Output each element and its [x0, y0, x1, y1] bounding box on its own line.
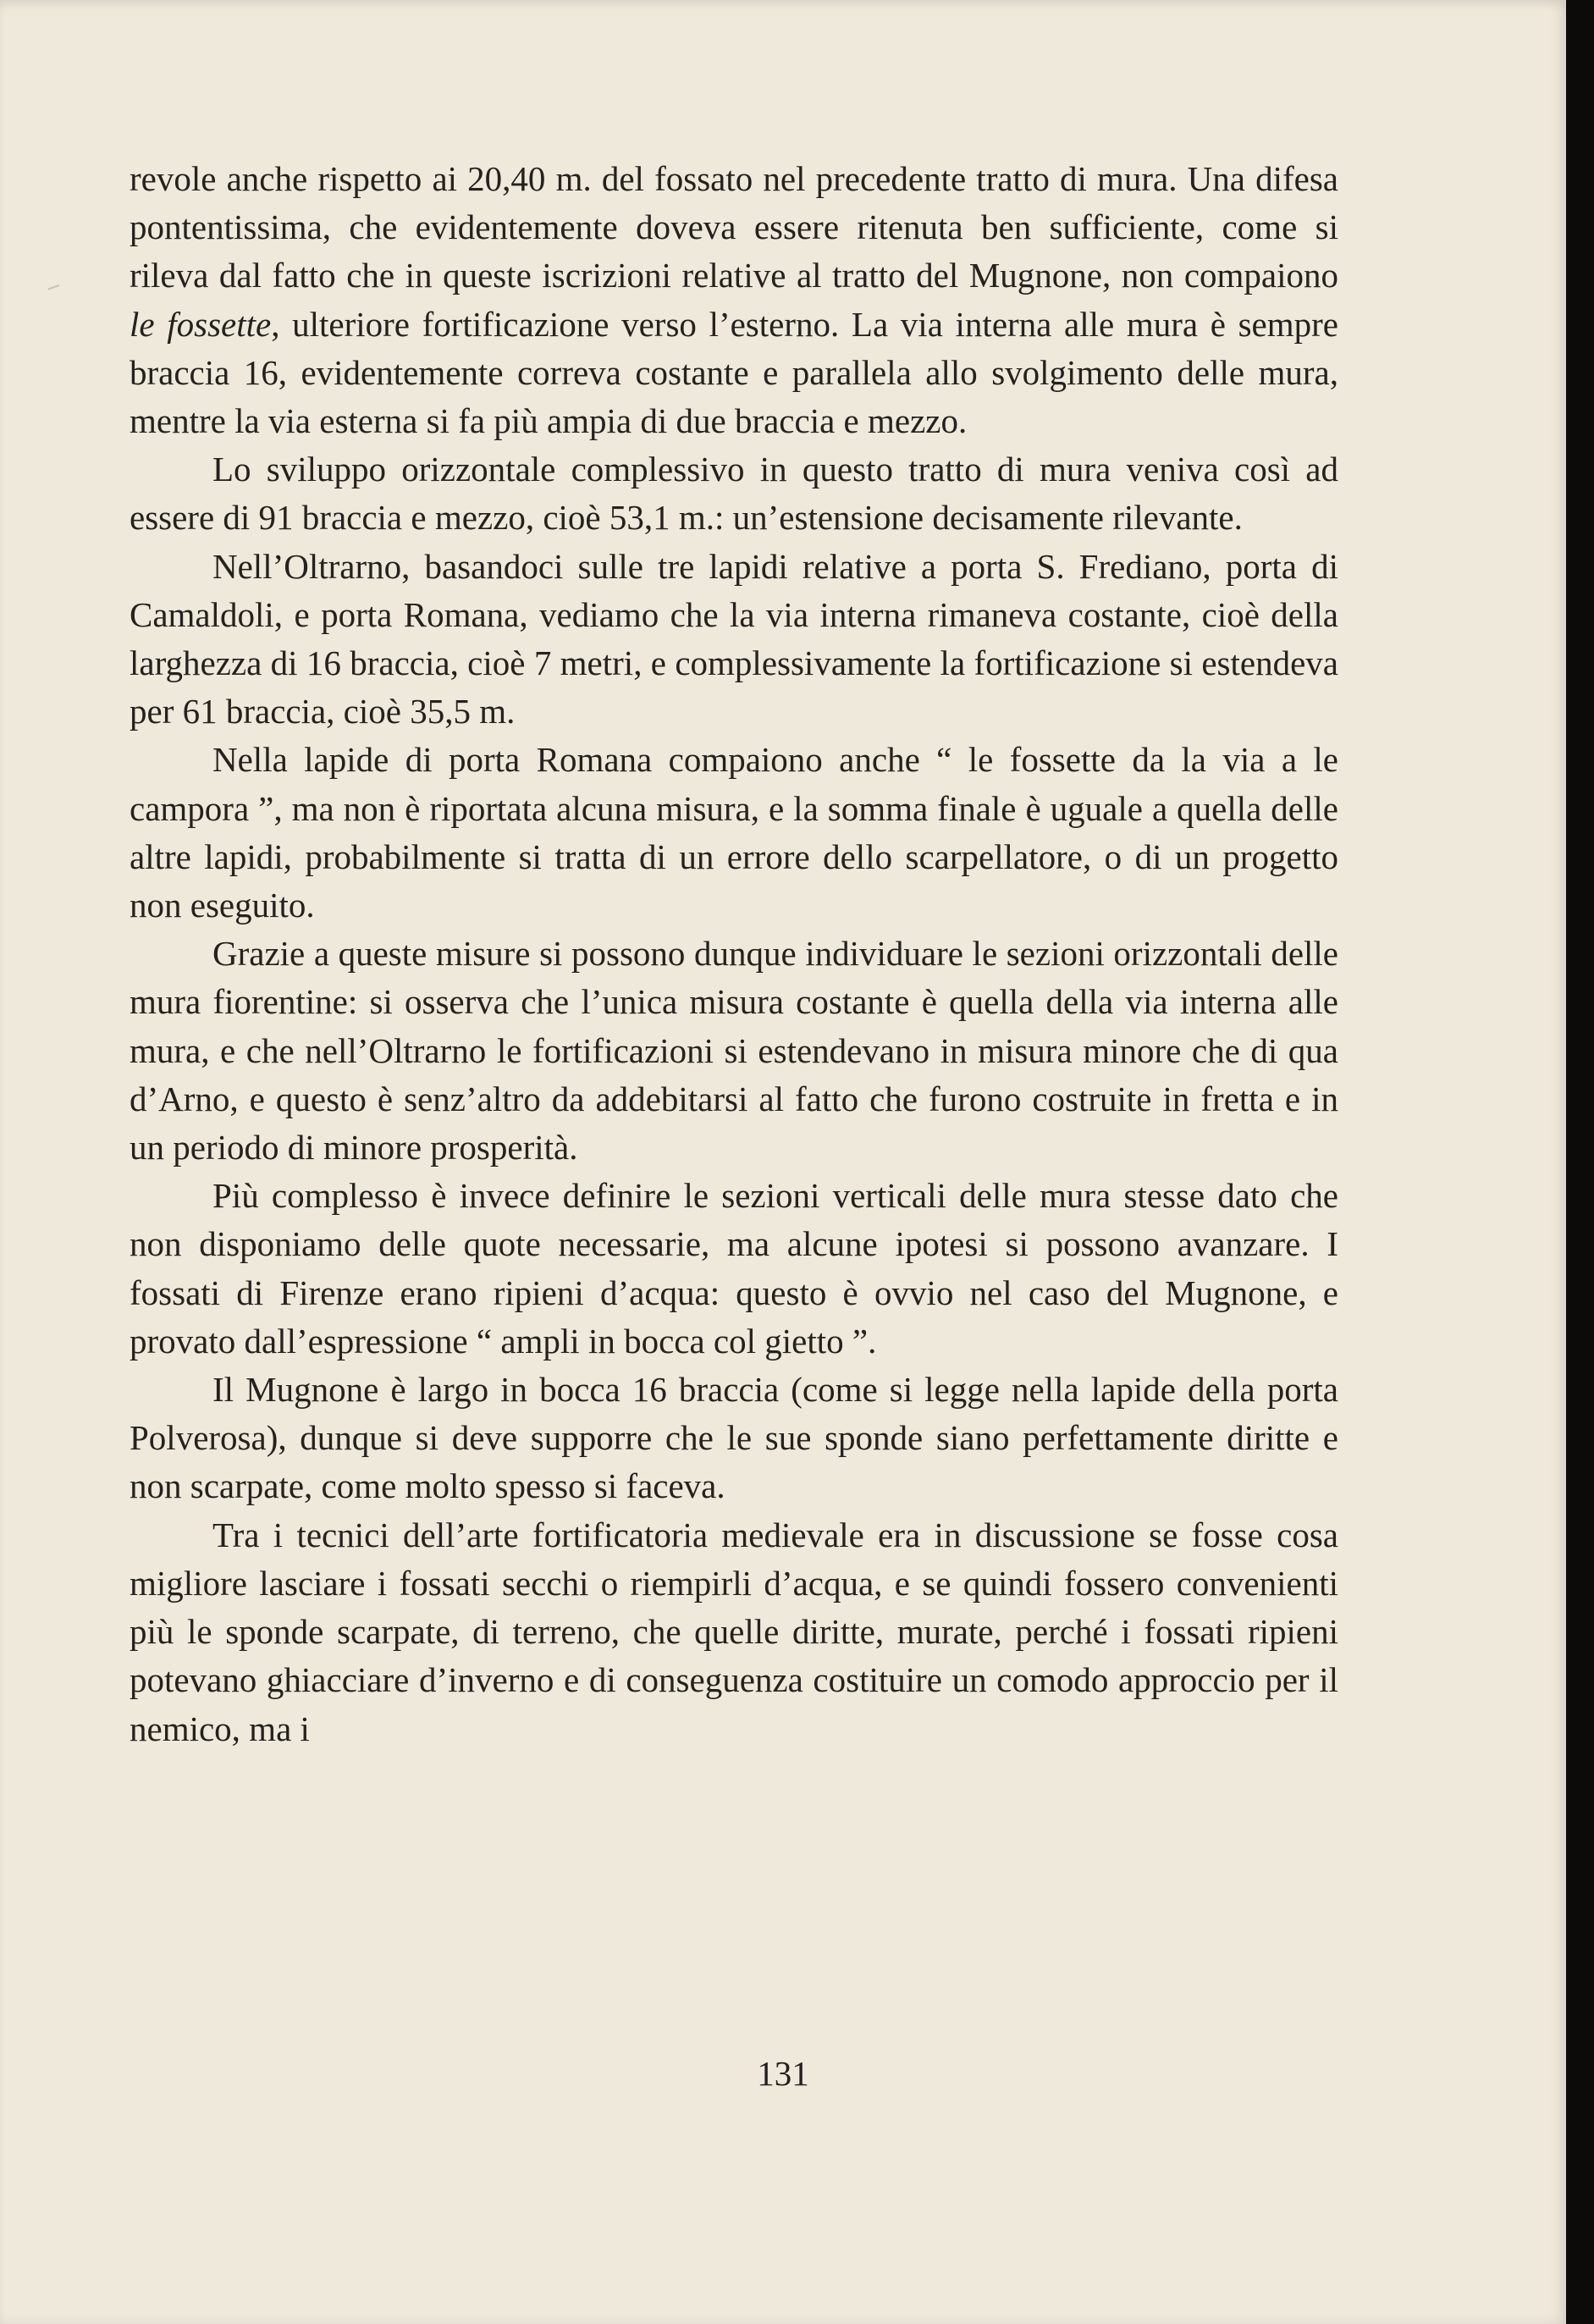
scan-artifact [47, 284, 62, 298]
paragraph-1: revole anche rispetto ai 20,40 m. del fossato nel precedente tratto di mura. Una difesa pontentissima, che evidentemente doveva essere ritenuta ben sufficiente, come si rileva dal fatto che in queste iscrizioni relative al tratto del Mugnone, non compaiono le fossette, ulteriore fortificazione verso l’esterno. La via interna alle mura è sempre braccia 16, evidentemente correva costante e parallela allo svolgimento delle mura, mentre la via esterna si fa più ampia di due braccia e mezzo. [130, 159, 1338, 441]
paragraph-6: Più complesso è invece definire le sezioni verticali delle mura stesse dato che non disponiamo delle quote necessarie, ma alcune ipotesi si possono avanzare. I fossati di Firenze erano ripieni d’acqua: questo è ovvio nel caso del Mugnone, e provato dall’espressione “ ampli in bocca col gietto ”. [130, 1176, 1338, 1361]
scan-border [1566, 0, 1594, 2324]
paragraph-2: Lo sviluppo orizzontale complessivo in questo tratto di mura veniva così ad essere di 91 braccia e mezzo, cioè 53,1 m.: un’estensione decisamente rilevante. [130, 450, 1338, 538]
body-text [130, 155, 1338, 1753]
page-number: 131 [757, 2054, 809, 2093]
italic-term: le fossette [130, 304, 272, 344]
paragraph-7: Il Mugnone è largo in bocca 16 braccia (come si legge nella lapide della porta Polverosa), dunque si deve supporre che le sue sponde siano perfettamente diritte e non scarpate, come molto spesso si faceva. [130, 1370, 1338, 1506]
paragraph-8: Tra i tecnici dell’arte fortificatoria medievale era in discussione se fosse cosa migliore lasciare i fossati secchi o riempirli d’acqua, e se quindi fossero convenienti più le sponde scarpate, di terreno, che quelle diritte, murate, perché i fossati ripieni potevano ghiacciare d’inverno e di conseguenza costituire un comodo approccio per il nemico, ma i [130, 1515, 1338, 1748]
paragraph-4: Nella lapide di porta Romana compaiono anche “ le fossette da la via a le campora ”, ma non è riportata alcuna misura, e la somma finale è uguale a quella delle altre lapidi, probabilmente si tratta di un errore dello scarpellatore, o di un progetto non eseguito. [130, 740, 1338, 925]
paragraph-3: Nell’Oltrarno, basandoci sulle tre lapidi relative a porta S. Frediano, porta di Camaldoli, e porta Romana, vediamo che la via interna rimaneva costante, cioè della larghezza di 16 braccia, cioè 7 metri, e complessivamente la fortificazione si estendeva per 61 braccia, cioè 35,5 m. [130, 546, 1338, 731]
paragraph-5: Grazie a queste misure si possono dunque individuare le sezioni orizzontali delle mura fiorentine: si osserva che l’unica misura costante è quella della via interna alle mura, e che nell’Oltrarno le fortificazioni si estendevano in misura minore che di qua d’Arno, e questo è senz’altro da addebitarsi al fatto che furono costruite in fretta e in un periodo di minore prosperità. [130, 934, 1338, 1168]
